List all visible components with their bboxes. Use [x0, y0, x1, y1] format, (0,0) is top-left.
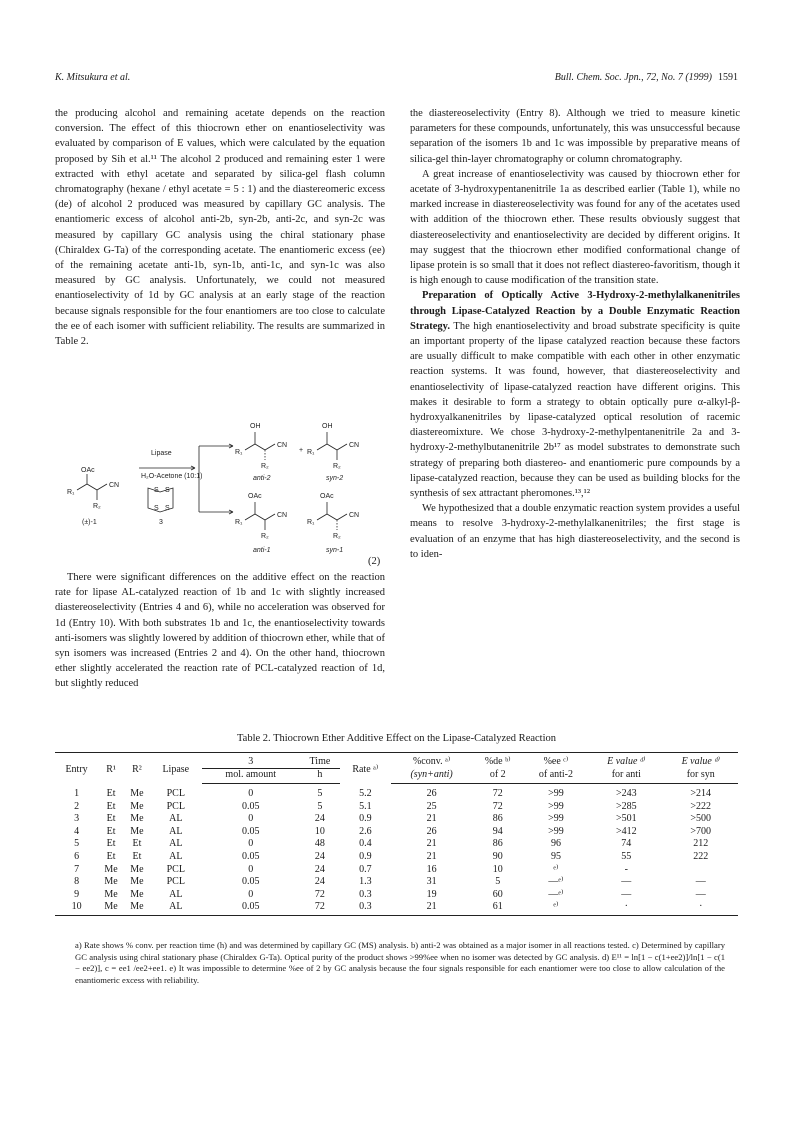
table-container [55, 752, 738, 916]
cell-r2: Me [130, 787, 144, 799]
cell-e-syn: 222 [693, 850, 709, 862]
cell-entry: 3 [74, 813, 80, 825]
cell-r2: Me [130, 863, 144, 875]
cell-rate: 5.2 [359, 787, 372, 799]
anti2-r1-label: R₁ [235, 449, 243, 456]
col-e-syn: E value ᵈ⁾ [663, 753, 738, 769]
cell-rate: 0.3 [340, 901, 391, 916]
right-column [410, 106, 740, 562]
header-journal-citation: Bull. Chem. Soc. Jpn., 72, No. 7 (1999) [554, 72, 712, 83]
cell-r2: Me [124, 901, 150, 916]
cell-r2: Me [130, 813, 144, 825]
cell-entry: 4 [74, 825, 80, 837]
cell-ee: >99 [548, 787, 564, 799]
cell-e-anti: — [621, 888, 632, 900]
table-row [55, 875, 738, 888]
substrate-oac-label: OAc [81, 467, 95, 474]
table-row [55, 825, 738, 838]
cell-r2: Me [130, 800, 144, 812]
cell-lipase: AL [169, 888, 183, 900]
cell-r2: Et [132, 838, 142, 850]
syn2-r1-label: R₁ [307, 449, 315, 456]
col-lipase: Lipase [150, 753, 202, 784]
cell-ee: —ᵉ⁾ [548, 876, 564, 888]
table-row [55, 838, 738, 851]
col-entry: Entry [55, 753, 98, 784]
cell-time: 24 [314, 813, 325, 825]
plus-sign: + [299, 447, 304, 454]
cell-e-syn: >700 [690, 825, 712, 837]
cell-r2: Me [130, 888, 144, 900]
anti2-oh-label: OH [250, 423, 261, 430]
crown-s1: S [154, 487, 159, 494]
cell-lipase: PCL [166, 787, 185, 799]
cell-r1: Me [104, 888, 118, 900]
cell-ee: >99 [548, 825, 564, 837]
cell-mol: 0.05 [241, 825, 260, 837]
cell-e-syn: — [695, 888, 706, 900]
cell-conv: 21 [426, 813, 437, 825]
syn1-label: syn-1 [326, 547, 344, 554]
cell-r1: Me [104, 863, 118, 875]
cell-de: 72 [492, 787, 503, 799]
cell-rate: 5.1 [359, 800, 372, 812]
cell-ee: 96 [550, 838, 561, 850]
cell-de: 90 [492, 850, 503, 862]
table-row [55, 812, 738, 825]
substrate-r1-label: R₁ [67, 489, 75, 496]
cell-lipase: AL [169, 813, 183, 825]
bond [87, 484, 97, 490]
cell-time: 10 [314, 825, 325, 837]
lipase-label: Lipase [151, 450, 172, 457]
cell-conv: 26 [426, 825, 437, 837]
cell-de: 86 [492, 813, 503, 825]
cell-mol: 0 [248, 813, 254, 825]
cell-mol: 0 [248, 863, 254, 875]
bond [77, 484, 87, 490]
cell-ee: >99 [548, 800, 564, 812]
cell-mol: 0 [248, 888, 254, 900]
cell-r1: Me [104, 876, 118, 888]
section-heading: Preparation of Optically Active 3-Hydroxy-2-methylalkanenitriles through Lipase-Catalyzed Reaction by a Double Enzymatic Reaction Strategy. [410, 290, 740, 332]
anti2-r2-label: R₂ [261, 463, 269, 470]
col-conv-sub: (syn+anti) [391, 768, 473, 784]
anti1-r1-label: R₁ [235, 519, 243, 526]
results-table [55, 752, 738, 916]
header-authors: K. Mitsukura et al. [55, 72, 131, 83]
col-time-sub: h [300, 768, 340, 784]
col-ee: %ee ᶜ⁾ [523, 753, 589, 769]
cell-lipase: AL [169, 825, 183, 837]
crown-s3: S [154, 505, 159, 512]
cell-lipase: AL [150, 901, 202, 916]
left-paragraph-1: the producing alcohol and remaining acetate depends on the reaction conversion. The effect of this thiocrown ether on enantioselectivity was evaluated by comparison of E values, which were calculated by the equation proposed by Sih et al.¹¹ The alcohol 2 produced and remaining ester 1 were extracted with ethyl acetate and separated by silica-gel flash column chromatography (hexane / ethyl acetate = 5 : 1) and the diastereomeric excess (de) of alcohol 2 produced was measured by capillary GC analysis. The enantiomeric excess of alcohol anti-2b, syn-2b, anti-2c, and syn-2c was measured by capillary GC analysis using the chiral stationary phase (Chiraldex G-Ta) of the corresponding acetate. The enantiomeric excess (ee) of the remaining acetate anti-1b, syn-1b, anti-1c, and syn-1c was also measured by GC analysis. Unfortunately, we could not measured enantioselectivity of 1d by GC analysis at an early stage of the reaction because signals responsible for the four enantiomers are too close to calculate the ee of each isomer with sufficient reliability. The results are summarized in Table 2. [55, 108, 385, 348]
cell-rate: 0.9 [359, 813, 372, 825]
cell-e-syn: 212 [693, 838, 709, 850]
cell-r2: Me [130, 825, 144, 837]
col-de: %de ᵇ⁾ [473, 753, 523, 769]
cell-time: 24 [314, 850, 325, 862]
cell-de: 60 [492, 888, 503, 900]
cell-e-anti: - [624, 863, 628, 875]
cell-r1: Et [106, 825, 116, 837]
right-paragraph-2: A great increase of enantioselectivity was caused by thiocrown ether for acetate of 3-hydroxypentanenitrile 1a as described earlier (Table 1), while no marked increase in diastereoselectivity was found for any of the acetates used with addition of the thiocrown ether. These results obviously suggest that diastereoselectivity and enantioselectivity are decided by different origins. It may suggest that the thiocrown ether modified conformational change of lipase protein is so small that it does not reflect diastereo-favoritism, though it is high enough to cause modification of the transition state. [410, 168, 740, 287]
equation-number: (2) [368, 556, 381, 567]
cell-conv: 19 [426, 888, 437, 900]
table-row [55, 863, 738, 876]
cell-r1: Et [106, 800, 116, 812]
cell-e-anti: >501 [615, 813, 637, 825]
cell-r1: Me [98, 901, 124, 916]
crown-s2: S [165, 487, 170, 494]
cell-conv: 21 [426, 838, 437, 850]
solvent-label: H₂O-Acetone (10:1) [141, 473, 203, 480]
reaction-scheme [55, 408, 385, 568]
cell-lipase: AL [169, 838, 183, 850]
substrate-r2-label: R₂ [93, 503, 101, 510]
cell-mol: 0 [248, 838, 254, 850]
cell-mol: 0.05 [241, 876, 260, 888]
syn2-label: syn-2 [326, 475, 344, 482]
cell-rate: 0.7 [359, 863, 372, 875]
cell-ee: ᵉ⁾ [553, 863, 559, 875]
right-paragraph-3 [410, 288, 740, 501]
col-rate: Rate ᵃ⁾ [340, 753, 391, 784]
cell-rate: 0.4 [359, 838, 372, 850]
cell-de: 72 [492, 800, 503, 812]
cell-time: 48 [314, 838, 325, 850]
cell-e-anti: >243 [615, 787, 637, 799]
cell-conv: 16 [426, 863, 437, 875]
cell-e-syn: >500 [690, 813, 712, 825]
col-conv: %conv. ᵃ⁾ [391, 753, 473, 769]
crown-number: 3 [159, 519, 163, 526]
cell-de: 5 [495, 876, 501, 888]
syn2-oh-label: OH [322, 423, 333, 430]
syn2-cn-label: CN [349, 442, 360, 449]
bond [97, 484, 107, 490]
cell-time: 24 [314, 863, 325, 875]
col-ee-sub: of anti-2 [523, 768, 589, 784]
cell-ee: —ᵉ⁾ [548, 888, 564, 900]
cell-lipase: PCL [166, 876, 185, 888]
col-time: Time [300, 753, 340, 769]
table-row [55, 850, 738, 863]
cell-e-syn [663, 863, 738, 876]
col-crown-sub: mol. amount [202, 768, 300, 784]
anti1-oac-label: OAc [248, 493, 262, 500]
cell-entry: 5 [74, 838, 80, 850]
col-e-anti-sub: for anti [589, 768, 663, 784]
crown-s4: S [165, 505, 170, 512]
cell-ee: ᵉ⁾ [523, 901, 589, 916]
cell-mol: 0.05 [241, 850, 260, 862]
cell-e-anti: 55 [621, 850, 632, 862]
cell-e-anti: — [621, 876, 632, 888]
cell-conv: 21 [426, 850, 437, 862]
cell-mol: 0.05 [241, 800, 260, 812]
cell-time: 24 [314, 876, 325, 888]
cell-e-anti: 74 [621, 838, 632, 850]
cell-r1: Et [106, 813, 116, 825]
cell-de: 61 [473, 901, 523, 916]
anti2-label: anti-2 [253, 475, 271, 482]
col-e-anti: E value ᵈ⁾ [589, 753, 663, 769]
anti1-r2-label: R₂ [261, 533, 269, 540]
page-number: 1591 [718, 72, 738, 83]
cell-entry: 6 [74, 850, 80, 862]
cell-e-anti: · [589, 901, 663, 916]
col-e-syn-sub: for syn [663, 768, 738, 784]
cell-time: 5 [317, 800, 323, 812]
cell-de: 10 [492, 863, 503, 875]
cell-time: 72 [314, 888, 325, 900]
table-row [55, 800, 738, 813]
cell-lipase: PCL [166, 863, 185, 875]
cell-de: 94 [492, 825, 503, 837]
table-body [55, 784, 738, 916]
table-row [55, 901, 738, 916]
cell-e-syn: >222 [690, 800, 712, 812]
cell-r1: Et [106, 838, 116, 850]
cell-e-anti: >412 [615, 825, 637, 837]
cell-de: 86 [492, 838, 503, 850]
syn1-r2-label: R₂ [333, 533, 341, 540]
cell-e-syn: >214 [690, 787, 712, 799]
running-header [55, 72, 738, 86]
table-caption: Table 2. Thiocrown Ether Additive Effect on the Lipase-Catalyzed Reaction [236, 733, 557, 744]
header-journal [555, 72, 738, 83]
right-paragraph-1: the diastereoselectivity (Entry 8). Although we tried to measure kinetic parameters for these compounds, unfortunately, this was unsuccessful because separation of the isomers 1b and 1c was impossible by preparative means of silica-gel thin-layer chromatography or column chromatography. [410, 108, 740, 165]
syn1-cn-label: CN [349, 512, 360, 519]
cell-rate: 0.3 [359, 888, 372, 900]
cell-entry: 8 [74, 876, 80, 888]
cell-mol: 0 [248, 787, 254, 799]
cell-ee: 95 [550, 850, 561, 862]
cell-lipase: PCL [166, 800, 185, 812]
cell-entry: 2 [74, 800, 80, 812]
table-row [55, 888, 738, 901]
cell-entry: 7 [74, 863, 80, 875]
cell-conv: 21 [391, 901, 473, 916]
table-row [55, 784, 738, 800]
col-de-sub: of 2 [473, 768, 523, 784]
reaction-scheme-svg [55, 408, 385, 568]
cell-r2: Me [130, 876, 144, 888]
cell-rate: 2.6 [359, 825, 372, 837]
cell-e-syn: — [695, 876, 706, 888]
left-paragraph-2: There were significant differences on the additive effect on the reaction rate for lipase AL-catalyzed reaction of 1b and 1c with slightly increased diastereoselectivity (Entries 4 and 6), while no acceleration was observed for 1d (Entry 10). With both substrates 1b and 1c, the enantioselectivity towards anti-isomers was slightly lowered by addition of thiocrown ether, while that of syn isomers was increased (Entries 2 and 4). On the other hand, thiocrown ether slightly accelerated the reaction rate of PCL-catalyzed reaction of 1d, but slightly reduced [55, 572, 385, 690]
syn1-r1-label: R₁ [307, 519, 315, 526]
cell-r1: Et [106, 787, 116, 799]
cell-conv: 31 [426, 876, 437, 888]
cell-mol: 0.05 [202, 901, 300, 916]
anti1-label: anti-1 [253, 547, 271, 554]
left-column-top [55, 106, 385, 349]
table-footnote: a) Rate shows % conv. per reaction time (h) and was determined by capillary GC (MS) analysis. b) anti-2 was obtained as a major isomer in all reactions tested. c) Determined by capillary GC analysis using chiral stationary phase (Chiraldex G-Ta). Optical purity of the product shows >99%ee when no isomer was detected by GC analysis. d) E¹¹ = ln[1 − c(1+ee2)]/ln[1 − c(1 − ee2)], c = ee1 /ee2+ee1. e) It was impossible to determine %ee of 2 by GC analysis because the four signals responsible for each enantiomer were too close to allow calculation of the enantiomeric excess with reliability. [75, 940, 725, 985]
cell-r1: Et [106, 850, 116, 862]
anti1-cn-label: CN [277, 512, 288, 519]
col-r2: R² [124, 753, 150, 784]
cell-conv: 26 [426, 787, 437, 799]
syn1-oac-label: OAc [320, 493, 334, 500]
cell-entry: 1 [74, 787, 80, 799]
cell-time: 5 [317, 787, 323, 799]
cell-entry: 10 [55, 901, 98, 916]
cell-e-syn: · [663, 901, 738, 916]
cell-rate: 0.9 [359, 850, 372, 862]
substrate-label: (±)-1 [82, 519, 97, 526]
cell-ee: >99 [548, 813, 564, 825]
cell-conv: 25 [426, 800, 437, 812]
cell-e-anti: >285 [615, 800, 637, 812]
cell-time: 72 [300, 901, 340, 916]
anti2-cn-label: CN [277, 442, 288, 449]
syn2-r2-label: R₂ [333, 463, 341, 470]
cell-entry: 9 [74, 888, 80, 900]
left-column-bottom [55, 570, 385, 692]
right-paragraph-4: We hypothesized that a double enzymatic reaction system provides a useful means to resolve 3-hydroxy-2-methylalkanenitriles; the first stage is evaluation of an enzyme that has high diastereoselectivity, and the second is to iden- [410, 503, 740, 560]
cell-rate: 1.3 [359, 876, 372, 888]
cell-lipase: AL [169, 850, 183, 862]
section-body: The high enantioselectivity and broad substrate specificity is quite an important property of the lipase catalyzed reaction because these factors are usually difficult to make compatible with each other in other enzymatic reaction systems. It was found, however, that diastereoselectivity and enantioselectivity of lipase-catalyzed reaction have different origins. This makes it desirable to form a strategy to obtain optically pure α-alkyl-β-hydroxyalkanenitriles by lipase-catalyzed optical resolution of racemic diastereomixture. We chose 3-hydroxy-2-methylpentanenitrile 2a and 3-hydroxy-2-methylbutanenitrile 2b¹⁷ as model substrates to demonstrate such strategy of preparing both diastereo- and enantiomeric pure compounds by a lipase-catalyzed reaction, because they can be used as building blocks for the synthesis of sex attractant pheromones.¹³,¹² [410, 320, 740, 500]
col-crown: 3 [202, 753, 300, 769]
cell-r2: Et [132, 850, 142, 862]
col-r1: R¹ [98, 753, 124, 784]
substrate-cn-label: CN [109, 482, 120, 489]
